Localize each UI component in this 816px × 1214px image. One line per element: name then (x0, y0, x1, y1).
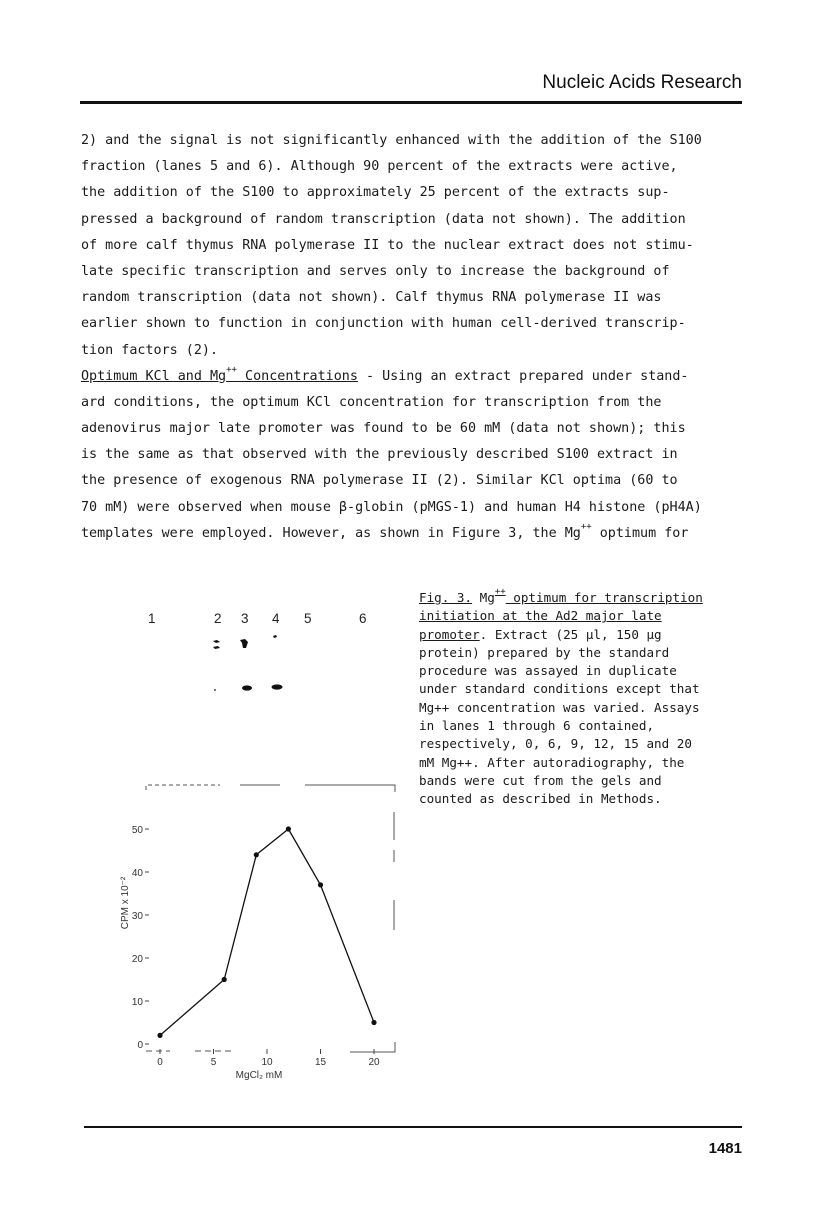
body-line: tion factors (2). (81, 342, 219, 358)
lane-label: 1 (148, 611, 156, 626)
data-point (157, 1033, 162, 1038)
caption-title-c: optimum for transcription (505, 590, 703, 605)
y-tick-label: 0 (137, 1040, 143, 1051)
caption-line: initiation at the Ad2 major late (419, 608, 662, 624)
lane-label: 3 (241, 611, 249, 626)
caption-promoter: promoter (419, 626, 480, 642)
header-rule (80, 101, 742, 104)
caption-line: counted as described in Methods. (419, 791, 662, 807)
body-line: the addition of the S100 to approximately 25 percent of the extracts sup- (81, 185, 670, 201)
x-tick-label: 5 (210, 1057, 217, 1068)
last-line-a: templates were employed. However, as shown in Figure 3, the Mg (81, 525, 581, 541)
y-tick-label: 30 (131, 911, 143, 922)
body-line: 2) and the signal is not significantly enhanced with the addition of the S100 (81, 133, 702, 148)
caption-line: respectively, 0, 6, 9, 12, 15 and 20 (419, 736, 692, 752)
caption-sup: ++ (494, 587, 506, 597)
lane-label: 5 (304, 611, 312, 626)
body-line: 70 mM) were observed when mouse β-globin (pMGS-1) and human H4 histone (pH4A) (81, 499, 702, 515)
y-axis-label: CPM x 10⁻² (120, 876, 131, 930)
body-line: adenovirus major late promoter was found to be 60 mM (data not shown); this (81, 421, 686, 437)
caption-mg: Mg (472, 590, 495, 605)
caption-line: procedure was assayed in duplicate (419, 663, 677, 679)
heading-text-b: Concentrations (236, 368, 358, 384)
gel-band (242, 685, 252, 690)
data-point (222, 977, 227, 982)
body-line: is the same as that observed with the previously described S100 extract in (81, 447, 678, 463)
y-tick-label: 20 (131, 954, 143, 965)
gel-band (213, 640, 220, 649)
y-tick-label: 40 (131, 868, 143, 879)
gel-bands (213, 635, 283, 691)
body-line: the presence of exogenous RNA polymerase II (2). Similar KCl optima (60 to (81, 473, 678, 489)
series-line (157, 826, 376, 1038)
body-text (81, 128, 751, 547)
x-tick-label: 10 (261, 1057, 273, 1068)
y-tick-label: 50 (131, 825, 143, 836)
data-line (160, 829, 374, 1035)
y-axis (132, 825, 149, 1051)
x-tick-label: 0 (157, 1057, 163, 1068)
caption-line: mM Mg++. After autoradiography, the (419, 754, 685, 770)
caption-line: bands were cut from the gels and (419, 772, 662, 788)
caption-line: protein) prepared by the standard (419, 644, 670, 660)
x-axis (157, 1049, 380, 1068)
section-heading-line (81, 364, 751, 390)
last-line-b: optimum for (591, 525, 689, 541)
data-point (371, 1020, 376, 1025)
body-line (81, 521, 751, 547)
caption-fig-label: Fig. 3. (419, 590, 473, 605)
body-line: random transcription (data not shown). Calf thymus RNA polymerase II was (81, 290, 662, 306)
x-tick-label: 20 (368, 1057, 380, 1068)
caption-line (419, 626, 759, 644)
data-point (286, 826, 291, 831)
data-point (318, 882, 323, 887)
footer-rule (84, 1126, 742, 1128)
heading-rest: - Using an extract prepared under stand- (357, 368, 689, 384)
caption-line3-rest: . Extract (25 µl, 150 µg (479, 626, 662, 642)
body-line: late specific transcription and serves only to increase the background of (81, 263, 670, 279)
lane-label: 2 (214, 611, 222, 626)
lane-label: 4 (272, 611, 280, 626)
journal-title: Nucleic Acids Research (542, 72, 742, 93)
x-tick-label: 15 (314, 1057, 327, 1068)
y-tick-label: 10 (131, 997, 143, 1008)
last-line-sup: ++ (580, 521, 592, 532)
page-number: 1481 (708, 1140, 742, 1157)
body-line: of more calf thymus RNA polymerase II to the nuclear extract does not stimu- (81, 237, 694, 253)
caption-line: in lanes 1 through 6 contained, (419, 718, 655, 734)
figure-caption (419, 589, 759, 809)
gel-band (240, 639, 248, 648)
data-point (254, 852, 259, 857)
gel-band (273, 635, 277, 638)
caption-line: under standard conditions except that (419, 681, 700, 697)
caption-line (419, 589, 759, 607)
section-heading (81, 364, 358, 384)
gel-speck (214, 689, 216, 691)
caption-title-a (419, 590, 472, 605)
caption-line: Mg++ concentration was varied. Assays (419, 699, 700, 715)
body-line: ard conditions, the optimum KCl concentration for transcription from the (81, 394, 662, 410)
lane-label: 6 (359, 611, 367, 626)
autoradiograph-and-chart (110, 600, 410, 1090)
x-axis-label: MgCl₂ mM (235, 1070, 283, 1081)
figure-3 (110, 600, 410, 1090)
gel-band (272, 684, 283, 689)
body-line: earlier shown to function in conjunction with human cell-derived transcrip- (81, 316, 686, 332)
heading-text-a: Optimum KCl and Mg (81, 368, 227, 384)
plot-frame (146, 785, 395, 1052)
body-line: fraction (lanes 5 and 6). Although 90 percent of the extracts were active, (81, 159, 678, 175)
heading-sup: ++ (226, 364, 237, 375)
body-line: pressed a background of random transcription (data not shown). The addition (81, 211, 686, 227)
